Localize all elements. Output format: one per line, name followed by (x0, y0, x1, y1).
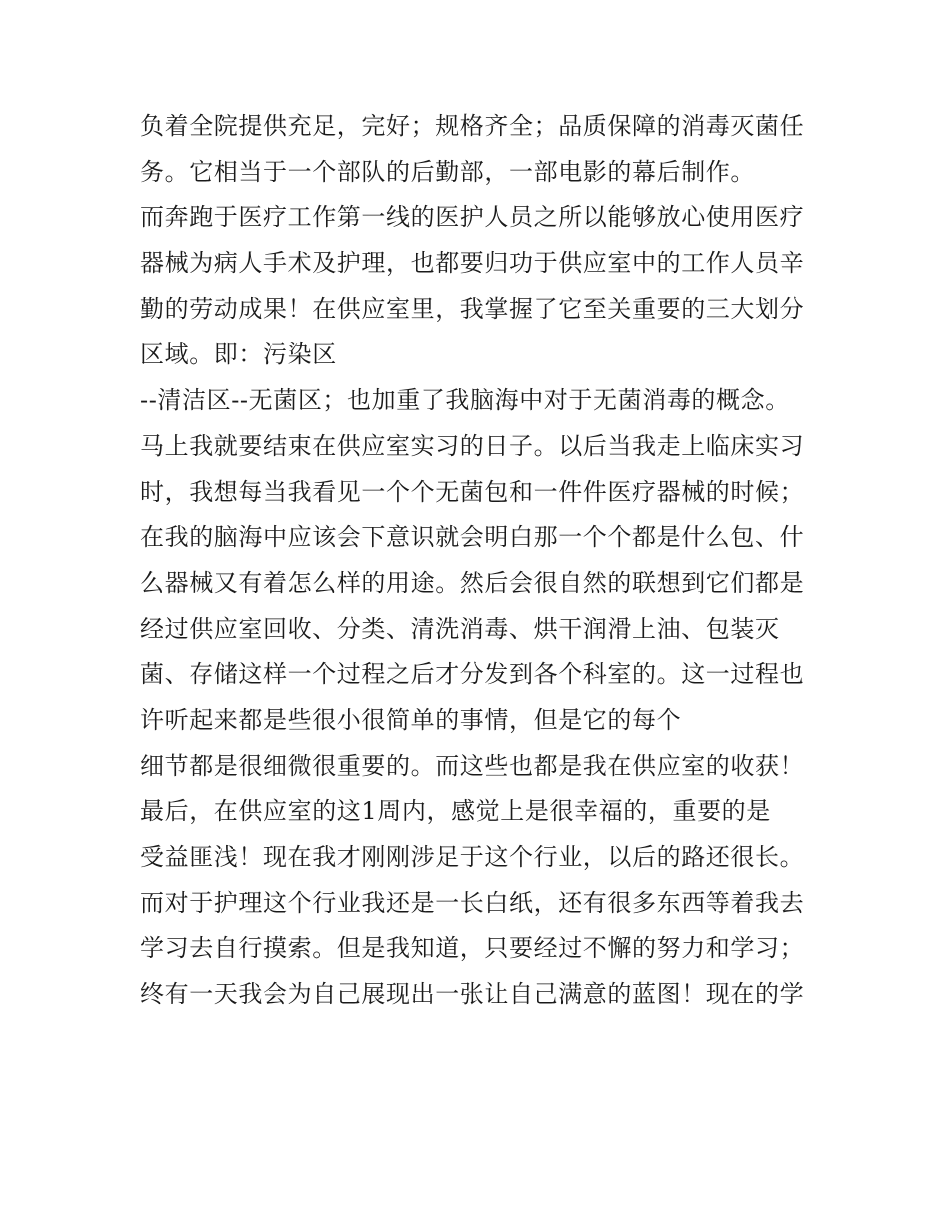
text-line-18: 而对于护理这个行业我还是一长白纸，还有很多东西等着我去 (140, 888, 805, 917)
body-text (140, 104, 830, 1018)
text-line-8: 马上我就要结束在供应室实习的日子。以后当我走上临床实习 (140, 431, 805, 460)
text-line-1: 负着全院提供充足，完好；规格齐全；品质保障的消毒灭菌任 (140, 112, 805, 140)
text-line-3: 而奔跑于医疗工作第一线的医护人员之所以能够放心使用医疗 (140, 203, 805, 232)
text-line-17: 受益匪浅！现在我才刚刚涉足于这个行业，以后的路还很长。 (140, 843, 805, 871)
text-line-5: 勤的劳动成果！在供应室里，我掌握了它至关重要的三大划分 (140, 294, 805, 323)
text-line-20: 终有一天我会为自己展现出一张让自己满意的蓝图！现在的学 (140, 980, 805, 1009)
text-line-4: 器械为病人手术及护理，也都要归功于供应室中的工作人员辛 (140, 249, 805, 278)
text-line-16: 最后，在供应室的这1周内，感觉上是很幸福的，重要的是 (140, 797, 771, 826)
text-line-13: 菌、存储这样一个过程之后才分发到各个科室的。这一过程也 (140, 660, 805, 689)
text-line-10: 在我的脑海中应该会下意识就会明白那一个个都是什么包、什 (140, 523, 805, 552)
text-line-19: 学习去自行摸索。但是我知道，只要经过不懈的努力和学习； (140, 934, 805, 963)
text-line-9: 时，我想每当我看见一个个无菌包和一件件医疗器械的时候； (140, 477, 805, 506)
text-line-14: 许听起来都是些很小很简单的事情，但是它的每个 (140, 705, 682, 734)
text-line-7: --清洁区--无菌区；也加重了我脑海中对于无菌消毒的概念。 (140, 386, 790, 415)
text-line-11: 么器械又有着怎么样的用途。然后会很自然的联想到它们都是 (140, 568, 805, 597)
text-line-15: 细节都是很细微很重要的。而这些也都是我在供应室的收获！ (140, 751, 805, 780)
text-line-2: 务。它相当于一个部队的后勤部，一部电影的幕后制作。 (140, 157, 755, 186)
text-line-12: 经过供应室回收、分类、清洗消毒、烘干润滑上油、包装灭 (140, 614, 780, 643)
text-line-6: 区域。即：污染区 (140, 340, 337, 369)
